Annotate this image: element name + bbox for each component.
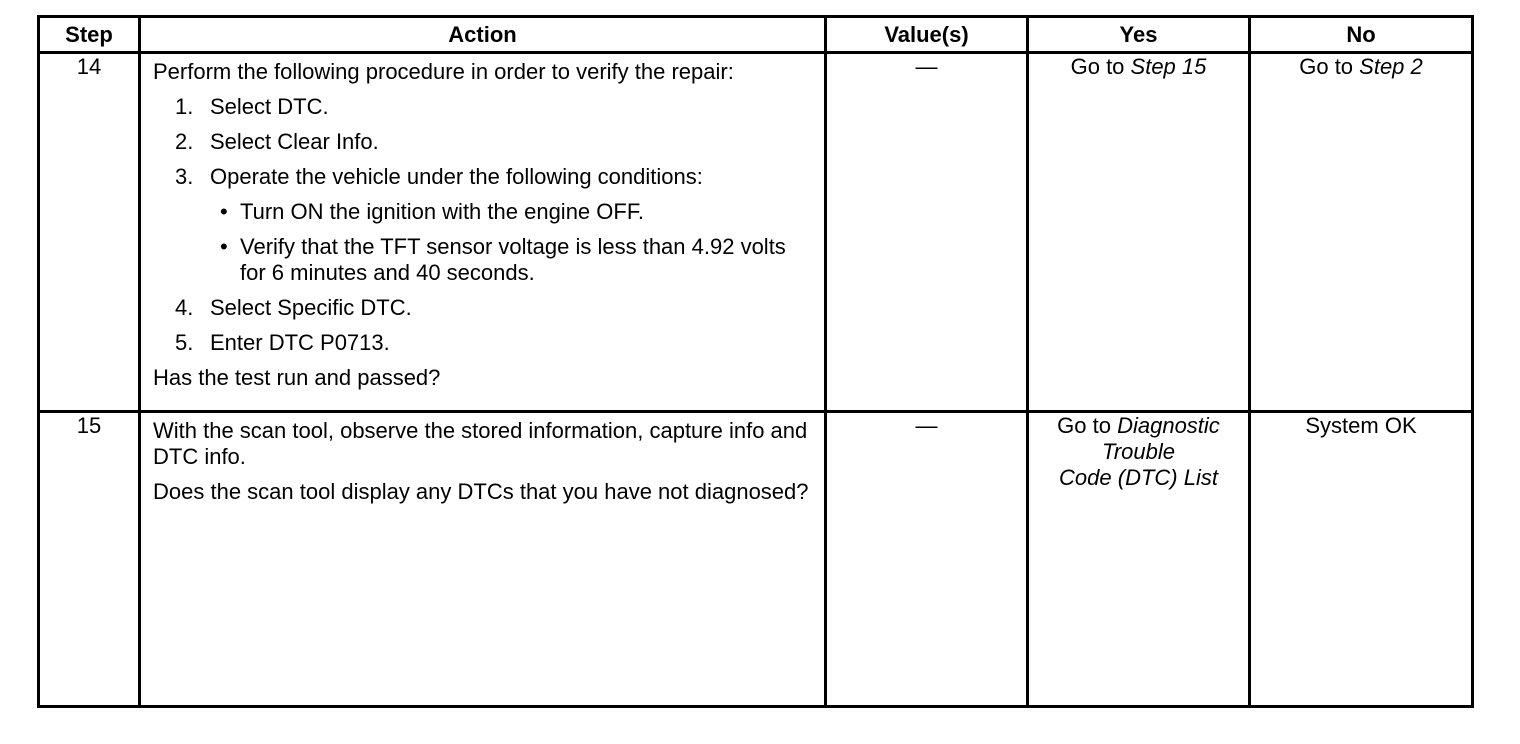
bullet-item xyxy=(220,234,814,286)
yes-prefix: Go to xyxy=(1070,54,1131,79)
step-text: Select Specific DTC. xyxy=(210,295,412,320)
step-index: 5. xyxy=(175,330,194,355)
header-yes: Yes xyxy=(1028,17,1250,53)
header-step: Step xyxy=(39,17,140,53)
action-cell xyxy=(140,53,826,412)
header-no: No xyxy=(1250,17,1473,53)
bullet-item xyxy=(220,199,814,225)
header-values: Value(s) xyxy=(826,17,1028,53)
yes-cell xyxy=(1028,412,1250,707)
step-text: Enter DTC P0713. xyxy=(210,330,390,355)
value-dash: — xyxy=(915,54,938,79)
action-question: Does the scan tool display any DTCs that you have not diagnosed? xyxy=(153,479,809,504)
no-cell xyxy=(1250,412,1473,707)
action-question: Has the test run and passed? xyxy=(153,365,441,390)
diagnostic-table xyxy=(37,15,1474,708)
table-row-step-15 xyxy=(39,412,1473,707)
bullet-icon: • xyxy=(220,234,228,259)
step-number: 14 xyxy=(39,53,140,412)
value-cell xyxy=(826,53,1028,412)
yes-prefix: Go to xyxy=(1057,413,1118,438)
step-text: Select DTC. xyxy=(210,94,329,119)
table-row-step-14 xyxy=(39,53,1473,412)
header-row xyxy=(39,17,1473,53)
step-text: Select Clear Info. xyxy=(210,129,379,154)
no-step-link[interactable]: Step 2 xyxy=(1359,54,1423,79)
procedure-step xyxy=(175,129,814,155)
bullet-text: Verify that the TFT sensor voltage is less than 4.92 volts for 6 minutes and 40 seconds. xyxy=(240,234,786,285)
yes-dtc-link-line2[interactable]: Trouble xyxy=(1102,439,1175,464)
value-dash: — xyxy=(915,413,938,438)
yes-cell xyxy=(1028,53,1250,412)
action-cell xyxy=(140,412,826,707)
step-text: Operate the vehicle under the following conditions: xyxy=(210,164,703,189)
header-action: Action xyxy=(140,17,826,53)
yes-step-link[interactable]: Step 15 xyxy=(1130,54,1207,79)
procedure-step xyxy=(175,330,814,356)
step-index: 2. xyxy=(175,129,194,154)
action-intro: Perform the following procedure in order to verify the repair: xyxy=(153,59,734,84)
step-index: 4. xyxy=(175,295,194,320)
yes-dtc-link-line3[interactable]: Code (DTC) List xyxy=(1059,465,1218,490)
bullet-text: Turn ON the ignition with the engine OFF. xyxy=(240,199,644,224)
step-index: 3. xyxy=(175,164,194,189)
procedure-steps xyxy=(153,94,814,356)
no-cell xyxy=(1250,53,1473,412)
yes-dtc-link-line1[interactable]: Diagnostic xyxy=(1117,413,1220,438)
condition-bullets xyxy=(175,199,814,286)
no-prefix: Go to xyxy=(1299,54,1360,79)
action-intro: With the scan tool, observe the stored information, capture info and DTC info. xyxy=(153,418,808,469)
procedure-step xyxy=(175,94,814,120)
procedure-step xyxy=(175,295,814,321)
step-index: 1. xyxy=(175,94,194,119)
bullet-icon: • xyxy=(220,199,228,224)
procedure-step xyxy=(175,164,814,190)
no-result-text: System OK xyxy=(1305,413,1417,438)
value-cell xyxy=(826,412,1028,707)
step-number: 15 xyxy=(39,412,140,707)
